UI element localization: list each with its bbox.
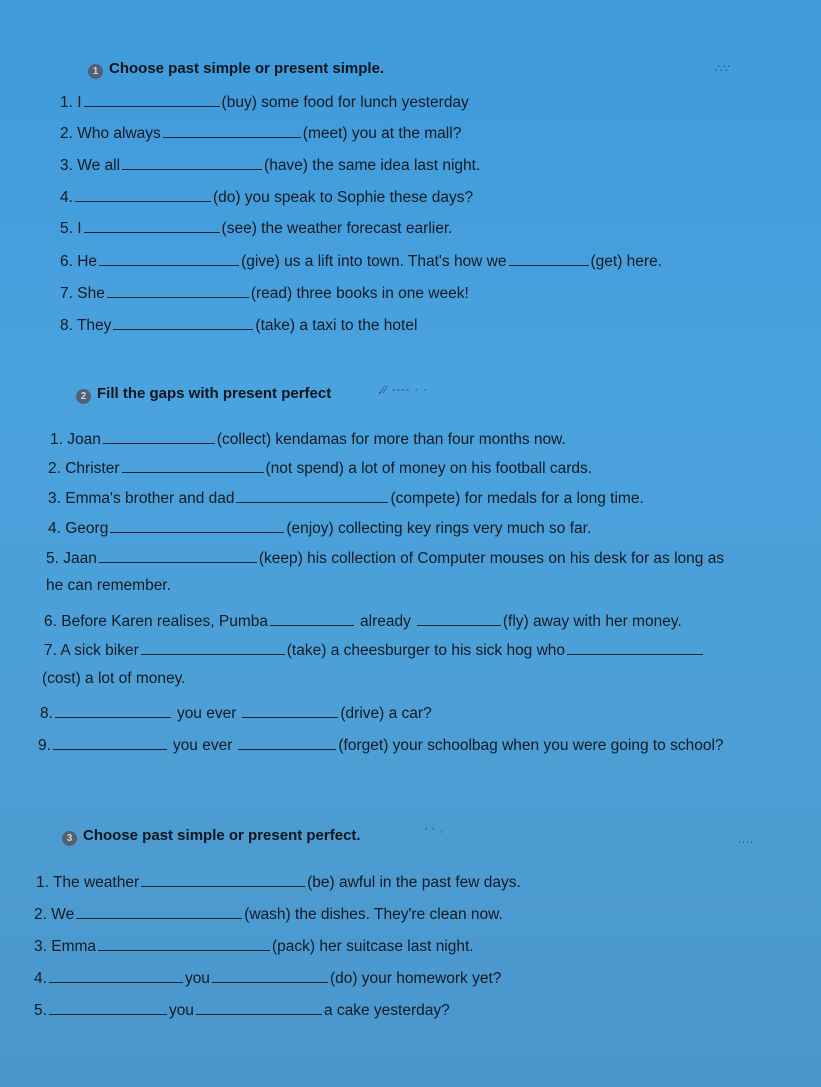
answer-blank[interactable] (163, 123, 301, 138)
answer-blank[interactable] (141, 872, 305, 887)
answer-blank[interactable] (103, 429, 215, 444)
exercise-item: 2. We (wash) the dishes. They're clean now. (34, 906, 503, 923)
answer-blank[interactable] (55, 703, 171, 718)
exercise-item: 6. He (give) us a lift into town. That's how we (get) here. (60, 253, 663, 270)
exercise-item: 2. Who always (meet) you at the mall? (60, 125, 462, 142)
exercise-item: 7. A sick biker (take) a cheesburger to his sick hog who (44, 640, 705, 660)
answer-blank[interactable] (75, 187, 211, 202)
exercise-item: 3. Emma's brother and dad (compete) for medals for a long time. (48, 490, 644, 507)
exercise-item: 3. We all (have) the same idea last night. (60, 157, 481, 174)
answer-blank[interactable] (212, 968, 328, 983)
answer-blank[interactable] (53, 735, 167, 750)
section-1-heading (88, 60, 384, 79)
exercise-item: 3. Emma (pack) her suitcase last night. (34, 938, 474, 955)
exercise-item: 7. She (read) three books in one week! (60, 285, 469, 302)
exercise-item: 9. you ever (forget) your schoolbag when you were going to school? (38, 737, 724, 754)
answer-blank[interactable] (141, 640, 285, 655)
answer-blank[interactable] (49, 968, 183, 983)
exercise-item: 4. you (do) your homework yet? (34, 970, 502, 987)
section-title: Choose past simple or present simple. (109, 60, 385, 77)
answer-blank[interactable] (49, 1000, 167, 1015)
answer-blank[interactable] (76, 904, 242, 919)
exercise-item: 5. you a cake yesterday? (34, 1002, 450, 1019)
answer-blank[interactable] (84, 218, 220, 233)
exercise-item: 5. I (see) the weather forecast earlier. (60, 220, 453, 237)
exercise-item: 4. (do) you speak to Sophie these days? (60, 189, 474, 206)
exercise-item-continuation: he can remember. (46, 577, 171, 594)
exercise-item: 2. Christer (not spend) a lot of money on his football cards. (48, 460, 593, 477)
answer-blank[interactable] (236, 488, 388, 503)
answer-blank[interactable] (99, 548, 257, 563)
exercise-item: 8. you ever (drive) a car? (40, 705, 432, 722)
exercise-item: 1. I (buy) some food for lunch yesterday (60, 94, 469, 111)
section-number-badge: 3 (62, 831, 77, 846)
pencil-mark: ∴∵ (715, 63, 731, 75)
answer-blank[interactable] (242, 703, 338, 718)
answer-blank[interactable] (122, 458, 264, 473)
answer-blank[interactable] (122, 155, 262, 170)
exercise-item: 8. They (take) a taxi to the hotel (60, 317, 418, 334)
section-3-heading (62, 827, 361, 846)
answer-blank[interactable] (509, 251, 589, 266)
section-number-badge: 2 (76, 389, 91, 404)
pencil-mark: .... (738, 834, 755, 846)
exercise-item: 4. Georg (enjoy) collecting key rings very much so far. (48, 520, 592, 537)
answer-blank[interactable] (417, 611, 501, 626)
answer-blank[interactable] (567, 640, 703, 655)
section-title: Fill the gaps with present perfect (97, 385, 332, 402)
exercise-item: 1. The weather (be) awful in the past few days. (36, 874, 521, 891)
answer-blank[interactable] (113, 315, 253, 330)
section-2-heading (76, 385, 331, 404)
answer-blank[interactable] (98, 936, 270, 951)
section-title: Choose past simple or present perfect. (83, 827, 361, 844)
exercise-item: 5. Jaan (keep) his collection of Computer mouses on his desk for as long as (46, 550, 725, 567)
answer-blank[interactable] (107, 283, 249, 298)
pencil-mark: ' ' · (425, 826, 444, 838)
exercise-item-continuation: (cost) a lot of money. (42, 670, 186, 687)
answer-blank[interactable] (238, 735, 336, 750)
pencil-mark: ,⁄⁄ ---- · · (378, 384, 428, 396)
answer-blank[interactable] (196, 1000, 322, 1015)
answer-blank[interactable] (110, 518, 284, 533)
answer-blank[interactable] (270, 611, 354, 626)
exercise-item: 1. Joan (collect) kendamas for more than four months now. (50, 431, 566, 448)
answer-blank[interactable] (84, 92, 220, 107)
answer-blank[interactable] (99, 251, 239, 266)
section-number-badge: 1 (88, 64, 103, 79)
exercise-item: 6. Before Karen realises, Pumba already (fly) away with her money. (44, 613, 682, 630)
